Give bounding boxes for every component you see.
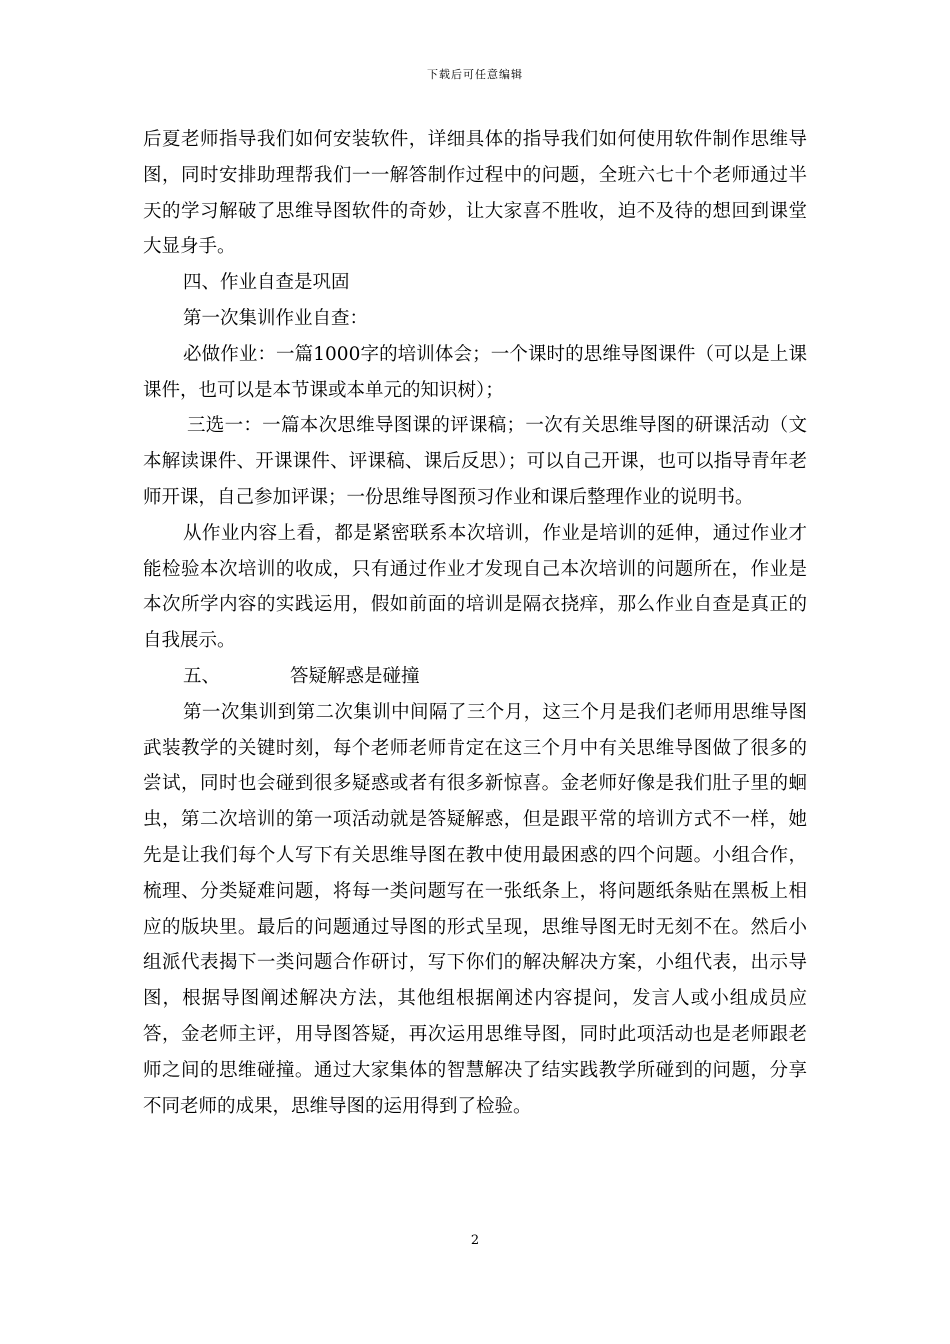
document-body xyxy=(143,122,807,1124)
paragraph-required-homework: 必做作业：一篇1000字的培训体会；一个课时的思维导图课件（可以是上课课件，也可以是本节课或本单元的知识树）； xyxy=(143,343,807,401)
page-number: 2 xyxy=(470,1233,480,1248)
paragraph-qa-session: 第一次集训到第二次集训中间隔了三个月，这三个月是我们老师用思维导图武装教学的关键时刻，每个老师老师肯定在这三个月中有关思维导图做了很多的尝试，同时也会碰到很多疑惑或者有很多新惊喜。金老师好像是我们肚子里的蛔虫，第二次培训的第一项活动就是答疑解惑，但是跟平常的培训方式不一样，她先是让我们每个人写下有关思维导图在教中使用最困惑的四个问题。小组合作，梳理、分类疑难问题，将每一类问题写在一张纸条上，将问题纸条贴在黑板上相应的版块里。最后的问题通过导图的形式呈现，思维导图无时无刻不在。然后小组派代表揭下一类问题合作研讨，写下你们的解决解决方案，小组代表，出示导图，根据导图阐述解决方法，其他组根据阐述内容提问，发言人或小组成员应答，金老师主评，用导图答疑，再次运用思维导图，同时此项活动也是老师跟老师之间的思维碰撞。通过大家集体的智慧解决了结实践教学所碰到的问题，分享不同老师的成果，思维导图的运用得到了检验。 xyxy=(143,701,807,1117)
paragraph-homework-title: 第一次集训作业自查： xyxy=(183,307,369,329)
paragraph-choose-one: 三选一：一篇本次思维导图课的评课稿；一次有关思维导图的研课活动（文本解读课件、开课课件、评课稿、课后反思）；可以自己开课，也可以指导青年老师开课，自己参加评课；一份思维导图预习作业和课后整理作业的说明书。 xyxy=(143,415,807,508)
section-heading-5 xyxy=(143,659,807,695)
section-number: 五、 xyxy=(183,665,221,687)
section-title: 答疑解惑是碰撞 xyxy=(290,665,420,687)
page-header: 下载后可任意编辑 xyxy=(427,68,523,81)
section-heading-4: 四、作业自查是巩固 xyxy=(183,272,350,294)
paragraph-homework-analysis: 从作业内容上看，都是紧密联系本次培训，作业是培训的延伸，通过作业才能检验本次培训的收成，只有通过作业才发现自己本次培训的问题所在，作业是本次所学内容的实践运用，假如前面的培训是隔衣挠痒，那么作业自查是真正的自我展示。 xyxy=(143,522,807,652)
paragraph-continuation: 后夏老师指导我们如何安装软件，详细具体的指导我们如何使用软件制作思维导图，同时安排助理帮我们一一解答制作过程中的问题，全班六七十个老师通过半天的学习解破了思维导图软件的奇妙，让大家喜不胜收，迫不及待的想回到课堂大显身手。 xyxy=(143,129,807,258)
